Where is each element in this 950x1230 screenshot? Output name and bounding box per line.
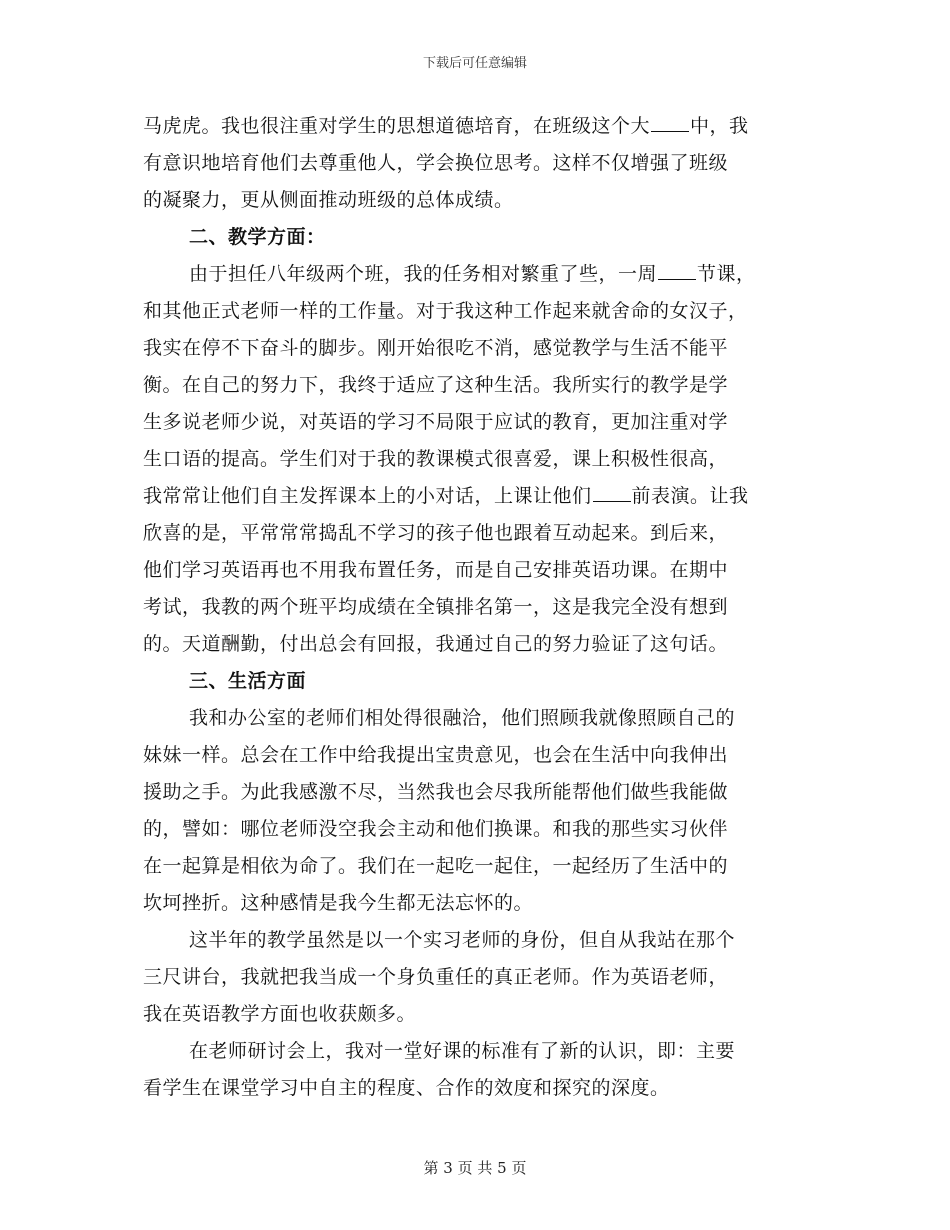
text-segment: 的。天道酬勤，付出总会有回报，我通过自己的努力验证了这句话。	[143, 633, 729, 655]
text-segment: 有意识地培育他们去尊重他人，学会换位思考。这样不仅增强了班级	[143, 152, 729, 174]
text-segment: 在一起算是相依为命了。我们在一起吃一起住，一起经历了生活中的	[143, 855, 729, 877]
text-segment: 欣喜的是，平常常常捣乱不学习的孩子他也跟着互动起来。到后来，	[143, 522, 729, 544]
text-segment: 生口语的提高。学生们对于我的教课模式很喜爱，课上积极性很高，	[143, 448, 729, 470]
text-line	[143, 811, 803, 848]
text-line	[143, 922, 803, 959]
page-number: 第 3 页 共 5 页	[423, 1159, 527, 1177]
text-line	[143, 404, 803, 441]
text-line	[143, 145, 803, 182]
fill-in-blank	[593, 481, 631, 502]
text-segment: 援助之手。为此我感激不尽，当然我也会尽我所能帮他们做些我能做	[143, 781, 729, 803]
document-body	[143, 108, 803, 1107]
page-header: 下载后可任意编辑	[422, 56, 527, 71]
fill-in-blank	[651, 111, 689, 132]
text-segment: 生多说老师少说，对英语的学习不局限于应试的教育，更加注重对学	[143, 411, 729, 433]
section-heading	[143, 219, 803, 256]
text-line	[143, 552, 803, 589]
text-segment: 前表演。让我	[631, 485, 749, 507]
text-segment: 由于担任八年级两个班，我的任务相对繁重了些，一周	[189, 263, 658, 285]
text-segment: 二、教学方面：	[189, 226, 326, 248]
text-segment: 衡。在自己的努力下，我终于适应了这种生活。我所实行的教学是学	[143, 374, 729, 396]
text-segment: 考试，我教的两个班平均成绩在全镇排名第一，这是我完全没有想到	[143, 596, 729, 618]
text-line	[143, 589, 803, 626]
text-line	[143, 700, 803, 737]
text-line	[143, 515, 803, 552]
text-line	[143, 774, 803, 811]
text-segment: 的凝聚力，更从侧面推动班级的总体成绩。	[143, 189, 514, 211]
fill-in-blank	[658, 259, 696, 280]
text-segment: 马虎虎。我也很注重对学生的思想道德培育，在班级这个大	[143, 115, 651, 137]
text-segment: 中，我	[690, 115, 749, 137]
text-segment: 我和办公室的老师们相处得很融洽，他们照顾我就像照顾自己的	[189, 707, 736, 729]
text-line	[143, 848, 803, 885]
text-line	[143, 256, 803, 293]
text-segment: 我在英语教学方面也收获颇多。	[143, 1003, 417, 1025]
text-segment: 节课，	[697, 263, 756, 285]
text-line	[143, 182, 803, 219]
text-line	[143, 996, 803, 1033]
text-line	[143, 108, 803, 145]
text-segment: 在老师研讨会上，我对一堂好课的标准有了新的认识，即：主要	[189, 1040, 736, 1062]
text-segment: 三、生活方面	[189, 670, 307, 692]
text-line	[143, 885, 803, 922]
text-line	[143, 367, 803, 404]
text-line	[143, 330, 803, 367]
text-line	[143, 1070, 803, 1107]
text-segment: 坎坷挫折。这种感情是我今生都无法忘怀的。	[143, 892, 534, 914]
text-line	[143, 959, 803, 996]
text-segment: 这半年的教学虽然是以一个实习老师的身份，但自从我站在那个	[189, 929, 736, 951]
text-line	[143, 293, 803, 330]
text-segment: 三尺讲台，我就把我当成一个身负重任的真正老师。作为英语老师，	[143, 966, 729, 988]
text-segment: 的，譬如：哪位老师没空我会主动和他们换课。和我的那些实习伙伴	[143, 818, 729, 840]
text-segment: 我实在停不下奋斗的脚步。刚开始很吃不消，感觉教学与生活不能平	[143, 337, 729, 359]
text-segment: 和其他正式老师一样的工作量。对于我这种工作起来就舍命的女汉子，	[143, 300, 748, 322]
text-line	[143, 1033, 803, 1070]
text-line	[143, 737, 803, 774]
text-line	[143, 626, 803, 663]
text-segment: 妹妹一样。总会在工作中给我提出宝贵意见，也会在生活中向我伸出	[143, 744, 729, 766]
section-heading	[143, 663, 803, 700]
text-segment: 我常常让他们自主发挥课本上的小对话，上课让他们	[143, 485, 592, 507]
text-line	[143, 441, 803, 478]
text-line	[143, 478, 803, 515]
text-segment: 看学生在课堂学习中自主的程度、合作的效度和探究的深度。	[143, 1077, 670, 1099]
text-segment: 他们学习英语再也不用我布置任务，而是自己安排英语功课。在期中	[143, 559, 729, 581]
